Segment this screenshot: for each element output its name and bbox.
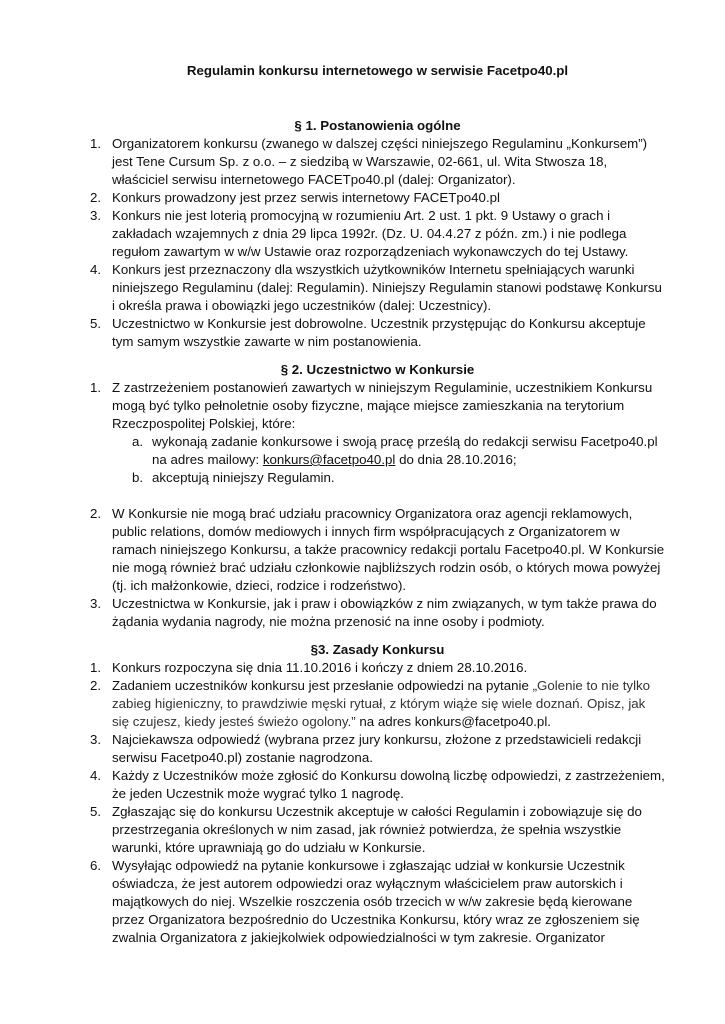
list-item: 3. Konkurs nie jest loterią promocyjną w rozumieniu Art. 2 ust. 1 pkt. 9 Ustawy o grach i zakładach wzajemnych z dnia 29 lipca 1992r. (Dz. U. 04.4.27 z późn. zm.) i nie podlega regułom zawartym w w/w Ustawie oraz rozporządzeniach wykonawczych do tej Ustawy. (90, 208, 629, 259)
section-1-list (90, 135, 665, 351)
list-item: 1. Organizatorem konkursu (zwanego w dalszej części niniejszego Regulaminu „Konkursem”) jest Tene Cursum Sp. z o.o. – z siedzibą w Warszawie, 02-661, ul. Wita Stwosza 18, właściciel serwisu internetowego FACETpo40.pl (dalej: Organizator). (90, 136, 648, 187)
sub-list-item: a. wykonają zadanie konkursowe i swoją pracę prześlą do redakcji serwisu Facetpo40.pl na adres mailowy: konkurs@facetpo40.pl do dnia 28.10.2016; (132, 434, 658, 467)
section-heading: §3. Zasady Konkursu (310, 642, 445, 657)
sub-list-item: b. akceptują niniejszy Regulamin. (132, 470, 335, 485)
list-item: 5. Uczestnictwo w Konkursie jest dobrowolne. Uczestnik przystępując do Konkursu akceptuje tym samym wszystkie zawarte w nim postanowienia. (90, 316, 646, 349)
contest-question: „Golenie to nie tylko zabieg higieniczny, to prawdziwie męski rytuał, z którym wiąże się wiele doznań. Opisz, jak się czujesz, kiedy jesteś świeżo ogolony.” (112, 678, 651, 729)
list-item: 2. W Konkursie nie mogą brać udziału pracownicy Organizatora oraz agencji reklamowych, public relations, domów mediowych i innych firm współpracujących z Organizatorem w ramach niniejszego Konkursu, a także pracownicy redakcji portalu Facetpo40.pl. W Konkursie nie mogą również brać udziału członkowie najbliższych rodzin osób, o których mowa powyżej (tj. ich małżonkowie, dzieci, rodzice i rodzeństwo). (90, 506, 665, 593)
list-item: 3. Najciekawsza odpowiedź (wybrana przez jury konkursu, złożone z przedstawicieli redakcji serwisu Facetpo40.pl) zostanie nagrodzona. (90, 732, 642, 765)
list-item: 3. Uczestnictwa w Konkursie, jak i praw i obowiązków z nim związanych, w tym także prawa do żądania wydania nagrody, nie można przenosić na inne osoby i podmioty. (90, 596, 657, 629)
email-link[interactable]: konkurs@facetpo40.pl (262, 452, 396, 467)
list-item: 2. Konkurs prowadzony jest przez serwis internetowy FACETpo40.pl (90, 190, 500, 205)
sub-list (132, 433, 665, 487)
list-item: 4. Konkurs jest przeznaczony dla wszystkich użytkowników Internetu spełniających warunki niniejszego Regulaminu (dalej: Regulamin). Niniejszy Regulamin stanowi podstawę Konkursu i określa prawa i obowiązki jego uczestników (dalej: Uczestnicy). (90, 262, 662, 313)
list-item: 2. Zadaniem uczestników konkursu jest przesłanie odpowiedzi na pytanie „Golenie to nie tylko zabieg higieniczny, to prawdziwie męski rytuał, z którym wiąże się wiele doznań. Opisz, jak się czujesz, kiedy jesteś świeżo ogolony.” na adres konkurs@facetpo40.pl. (90, 678, 651, 729)
document-title: Regulamin konkursu internetowego w serwisie Facetpo40.pl (186, 63, 569, 78)
section-3-list (90, 659, 665, 947)
list-item: 6. Wysyłając odpowiedź na pytanie konkursowe i zgłaszając udział w konkursie Uczestnik oświadcza, że jest autorem odpowiedzi oraz wyłącznym właścicielem praw autorskich i majątkowych do niej. Wszelkie roszczenia osób trzecich w w/w zakresie będą kierowane przez Organizatora bezpośrednio do Uczestnika Konkursu, który wraz ze zgłoszeniem się zwalnia Organizatora z jakiejkolwiek odpowiedzialności w tym zakresie. Organizator (90, 858, 640, 945)
list-item: 1. Konkurs rozpoczyna się dnia 11.10.2016 i kończy z dniem 28.10.2016. (90, 660, 528, 675)
section-heading: § 1. Postanowienia ogólne (294, 118, 461, 133)
list-item: 4. Każdy z Uczestników może zgłosić do Konkursu dowolną liczbę odpowiedzi, z zastrzeżeniem, że jeden Uczestnik może wygrać tylko 1 nagrodę. (90, 768, 665, 801)
list-item: 5. Zgłaszając się do konkursu Uczestnik akceptuje w całości Regulamin i zobowiązuje się do przestrzegania określonych w nim zasad, jak również potwierdza, że spełnia wszystkie warunki, które uprawniają go do udziału w Konkursie. (90, 804, 642, 855)
section-2-list (90, 379, 665, 631)
list-item: 1. Z zastrzeżeniem postanowień zawartych w niniejszym Regulaminie, uczestnikiem Konkursu mogą być tylko pełnoletnie osoby fizyczne, mające miejsce zamieszkania na terytorium Rzeczpospolitej Polskiej, które: a. wykonają zadanie konkursowe i swoją pracę prześlą do redakcji serwisu Facetpo40.pl na adres mailowy: konkurs@facetpo40.pl do dnia 28.10.2016; b. akceptują niniejszy Regulamin. (90, 379, 665, 505)
section-heading: § 2. Uczestnictwo w Konkursie (280, 362, 475, 377)
